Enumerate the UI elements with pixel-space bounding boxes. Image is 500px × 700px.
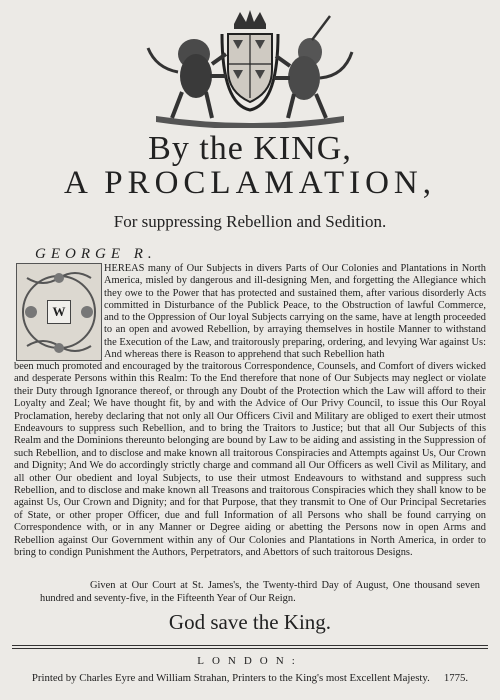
proclamation-title: A PROCLAMATION, xyxy=(63,165,437,201)
dropcap-letter: W xyxy=(47,300,71,324)
given-at-court: Given at Our Court at St. James's, the Twenty-third Day of August, One thousand seven hundred and seventy-five, in the Fifteenth Year of Our Reign. xyxy=(40,580,480,604)
royal-coat-of-arms-icon xyxy=(134,6,366,128)
divider-top xyxy=(12,645,488,646)
imprint-line xyxy=(0,672,500,684)
imprint-city: LONDON: xyxy=(197,655,303,667)
divider-bottom xyxy=(12,648,488,649)
proclamation-paragraph-2: been much promoted and encouraged by the traitorous Correspondence, Counsels, and Comfort of divers wicked and desperate Persons within this Realm: To the End therefore that none of Our Subjects may neglect or violate their Duty through Ignorance thereof, or through any Doubt of the Protection which the Law will afford to their Loyalty and Zeal; We have thought fit, by and with the Advice of Our Privy Council, to issue this Our Royal Proclamation, hereby declaring that not only all Our Officers Civil and Military are obliged to exert their utmost Endeavours to suppress such Rebellion, and to bring the Traitors to Justice; but that all Our Subjects of this Realm and the Dominions thereunto belonging are bound by Law to be aiding and assisting in the Suppression of such Rebellion, and to disclose and make known all traitorous Conspiracies and Attempts against Us, Our Crown and Dignity; And We do accordingly strictly charge and command all Our Officers as well Civil as Military, and all other Our obedient and loyal Subjects, to use their utmost Endeavours to withstand and suppress such Rebellion, and to disclose and make known all Treasons and traitorous Conspiracies which they shall know to be against Us, Our Crown and Dignity; and for that Purpose, that they transmit to One of Our Principal Secretaries of State, or other proper Officer, due and full Information of all Persons who shall be found carrying on Correspondence with, or in any Manner or Degree aiding or abetting the Persons now in open Arms and Rebellion against Our Government within any of Our Colonies and Plantations in North America, in order to bring to condign Punishment the Authors, Perpetrators, and Abettors of such traitorous Designs. xyxy=(14,361,486,559)
imprint-year: 1775. xyxy=(443,672,469,684)
proclamation-paragraph-1: HEREAS many of Our Subjects in divers Parts of Our Colonies and Plantations in North America, misled by dangerous and ill-designing Men, and forgetting the Allegiance which they owe to the Power that has protected and sustained them, after various disorderly Acts committed in Disturbance of the Publick Peace, to the Obstruction of lawful Commerce, and to the Oppression of Our loyal Subjects carrying on the same, have at length proceeded to an open and avowed Rebellion, by arraying themselves in hostile Manner to withstand the Execution of the Law, and traitorously preparing, ordering, and levying War against Us: And whereas there is Reason to apprehend that such Rebellion hath xyxy=(104,263,486,361)
ornamental-initial-w-icon xyxy=(16,263,102,361)
royal-crest xyxy=(0,6,500,132)
proclamation-subtitle: For suppressing Rebellion and Sedition. xyxy=(113,212,387,231)
god-save-the-king: God save the King. xyxy=(168,610,332,634)
by-the-king-heading: By the KING, xyxy=(148,130,352,167)
royal-salutation: GEORGE R. xyxy=(35,246,157,262)
printer-credit: Printed by Charles Eyre and William Strahan, Printers to the King's most Excellent Majesty. xyxy=(31,672,430,684)
